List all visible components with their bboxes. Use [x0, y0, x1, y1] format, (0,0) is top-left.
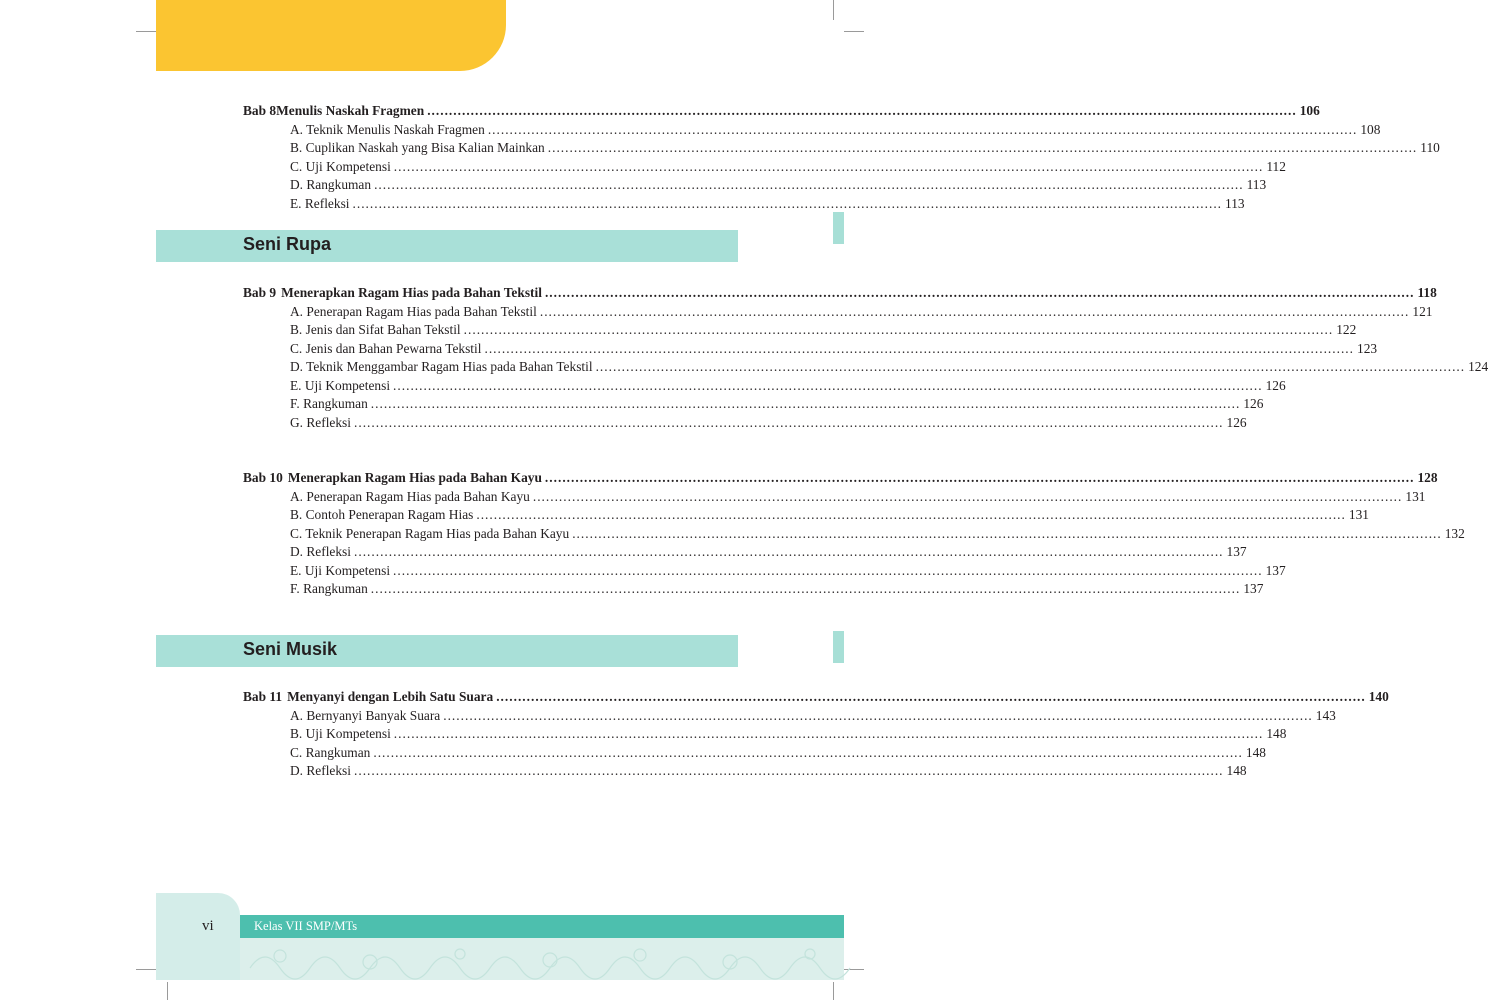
dot-leader: ........................................................................................................................................................................................................	[572, 525, 1442, 541]
toc-item[interactable]	[290, 506, 1369, 525]
toc-item-label: C. Rangkuman	[290, 744, 371, 760]
dot-leader: ........................................................................................................................................................................................................	[374, 177, 1244, 192]
toc-item-label: E. Uji Kompetensi	[290, 377, 391, 393]
dot-leader: ........................................................................................................................................................................................................	[463, 322, 1334, 337]
toc-chapter-bab-11[interactable]	[243, 688, 1389, 707]
dot-leader: ........................................................................................................................................................................................................	[393, 377, 1263, 393]
dot-leader: ........................................................................................................................................................................................................	[352, 195, 1223, 211]
footer-ornament-pattern	[240, 938, 844, 980]
toc-item[interactable]	[290, 414, 1247, 433]
crop-mark	[136, 31, 156, 32]
toc-item-label: F. Rangkuman	[290, 581, 368, 596]
toc-item-label: C. Uji Kompetensi	[290, 158, 391, 174]
toc-item-label: E. Refleksi	[290, 195, 350, 211]
toc-item[interactable]	[290, 158, 1286, 177]
toc-item-page: 131	[1405, 488, 1426, 504]
footer-band	[240, 915, 844, 980]
toc-item[interactable]	[290, 725, 1287, 744]
chapter-page: 106	[1299, 103, 1320, 118]
toc-item[interactable]	[290, 707, 1336, 726]
toc-chapter-bab-9[interactable]	[243, 284, 1437, 303]
chapter-title: Menerapkan Ragam Hias pada Bahan Tekstil	[281, 285, 542, 300]
section-header-seni-rupa	[156, 230, 738, 262]
chapter-page: 140	[1368, 689, 1389, 704]
crop-mark	[844, 31, 864, 32]
toc-item[interactable]	[290, 321, 1357, 340]
toc-item[interactable]	[290, 358, 1488, 377]
toc-item-page: 113	[1246, 177, 1267, 192]
dot-leader: ........................................................................................................................................................................................................	[539, 303, 1410, 319]
toc-item[interactable]	[290, 762, 1247, 781]
dot-leader: ........................................................................................................................................................................................................	[484, 340, 1354, 356]
toc-item[interactable]	[290, 176, 1267, 195]
toc-item-page: 126	[1265, 377, 1286, 393]
toc-item-page: 110	[1420, 140, 1440, 155]
toc-item-page: 148	[1245, 744, 1266, 760]
crop-mark	[167, 982, 168, 1000]
toc-item-page: 132	[1444, 525, 1465, 541]
chapter-number: Bab 9	[243, 285, 277, 300]
dot-leader: ........................................................................................................................................................................................................	[496, 689, 1366, 704]
toc-item-page: 143	[1315, 707, 1336, 723]
toc-item-label: A. Penerapan Ragam Hias pada Bahan Tekstil	[290, 303, 537, 319]
chapter-title: Menyanyi dengan Lebih Satu Suara	[287, 689, 494, 704]
dot-leader: ........................................................................................................................................................................................................	[547, 140, 1418, 155]
toc-item[interactable]	[290, 580, 1264, 599]
dot-leader: ........................................................................................................................................................................................................	[544, 470, 1415, 485]
toc-item-page: 122	[1336, 322, 1357, 337]
toc-item[interactable]	[290, 139, 1440, 158]
toc-item-page: 126	[1243, 396, 1264, 411]
dot-leader: ........................................................................................................................................................................................................	[427, 103, 1297, 118]
toc-item-label: B. Cuplikan Naskah yang Bisa Kalian Mainkan	[290, 140, 545, 155]
dot-leader: ........................................................................................................................................................................................................	[393, 562, 1263, 578]
toc-item-page: 121	[1412, 303, 1433, 319]
dot-leader: ........................................................................................................................................................................................................	[532, 488, 1403, 504]
toc-item-label: G. Refleksi	[290, 414, 351, 430]
toc-item-label: B. Uji Kompetensi	[290, 726, 391, 741]
chapter-number: Bab 10	[243, 470, 283, 485]
toc-item[interactable]	[290, 562, 1286, 581]
section-header-seni-musik	[156, 635, 738, 667]
dot-leader: ........................................................................................................................................................................................................	[370, 396, 1241, 411]
header-accent-tab	[156, 0, 506, 71]
footer-title-strip	[240, 915, 844, 938]
toc-item-label: A. Teknik Menulis Naskah Fragmen	[290, 121, 485, 137]
toc-item[interactable]	[290, 744, 1266, 763]
toc-item-label: D. Refleksi	[290, 763, 351, 778]
toc-chapter-bab-8[interactable]	[243, 102, 1320, 121]
toc-item[interactable]	[290, 340, 1378, 359]
dot-leader: ........................................................................................................................................................................................................	[354, 544, 1224, 559]
toc-item-label: F. Rangkuman	[290, 396, 368, 411]
toc-item-page: 124	[1468, 359, 1488, 374]
toc-item-page: 113	[1225, 195, 1245, 211]
chapter-number: Bab 8	[243, 103, 277, 118]
toc-item[interactable]	[290, 488, 1426, 507]
toc-item-page: 108	[1360, 121, 1381, 137]
toc-item-page: 123	[1357, 340, 1378, 356]
dot-leader: ........................................................................................................................................................................................................	[487, 121, 1358, 137]
dot-leader: ........................................................................................................................................................................................................	[354, 763, 1224, 778]
toc-item[interactable]	[290, 121, 1381, 140]
footer-book-label: Kelas VII SMP/MTs	[254, 919, 358, 933]
toc-item-label: A. Bernyanyi Banyak Suara	[290, 707, 441, 723]
toc-item-page: 148	[1266, 726, 1287, 741]
dot-leader: ........................................................................................................................................................................................................	[370, 581, 1241, 596]
toc-item-page: 126	[1226, 414, 1247, 430]
crop-mark	[844, 969, 864, 970]
chapter-page: 118	[1417, 285, 1437, 300]
footer-page-tab	[156, 893, 240, 980]
side-marker-tab	[833, 212, 844, 244]
toc-item-page: 148	[1226, 763, 1247, 778]
toc-item-label: B. Contoh Penerapan Ragam Hias	[290, 507, 474, 522]
chapter-title: Menulis Naskah Fragmen	[276, 103, 425, 118]
toc-item-page: 137	[1243, 581, 1264, 596]
chapter-number: Bab 11	[243, 689, 283, 704]
chapter-title: Menerapkan Ragam Hias pada Bahan Kayu	[287, 470, 542, 485]
toc-item-page: 137	[1265, 562, 1286, 578]
toc-item-label: D. Rangkuman	[290, 177, 372, 192]
dot-leader: ........................................................................................................................................................................................................	[393, 158, 1264, 174]
toc-item[interactable]	[290, 395, 1264, 414]
dot-leader: ........................................................................................................................................................................................................	[544, 285, 1415, 300]
crop-mark	[833, 0, 834, 20]
dot-leader: ........................................................................................................................................................................................................	[354, 414, 1224, 430]
toc-item-label: D. Refleksi	[290, 544, 351, 559]
dot-leader: ........................................................................................................................................................................................................	[393, 726, 1264, 741]
toc-item-label: B. Jenis dan Sifat Bahan Tekstil	[290, 322, 461, 337]
section-title: Seni Musik	[243, 639, 338, 659]
dot-leader: ........................................................................................................................................................................................................	[373, 744, 1243, 760]
dot-leader: ........................................................................................................................................................................................................	[443, 707, 1313, 723]
chapter-page: 128	[1417, 470, 1438, 485]
dot-leader: ........................................................................................................................................................................................................	[476, 507, 1346, 522]
toc-item-label: E. Uji Kompetensi	[290, 562, 391, 578]
dot-leader: ........................................................................................................................................................................................................	[595, 359, 1466, 374]
toc-item-label: C. Jenis dan Bahan Pewarna Tekstil	[290, 340, 482, 356]
toc-item-page: 137	[1226, 544, 1247, 559]
toc-item-page: 112	[1266, 158, 1286, 174]
toc-item[interactable]	[290, 525, 1465, 544]
toc-item[interactable]	[290, 303, 1433, 322]
toc-chapter-bab-10[interactable]	[243, 469, 1438, 488]
crop-mark	[833, 982, 834, 1000]
toc-item[interactable]	[290, 543, 1247, 562]
toc-item-label: D. Teknik Menggambar Ragam Hias pada Bahan Tekstil	[290, 359, 593, 374]
toc-item[interactable]	[290, 195, 1245, 214]
toc-item[interactable]	[290, 377, 1286, 396]
toc-item-label: A. Penerapan Ragam Hias pada Bahan Kayu	[290, 488, 530, 504]
side-marker-tab	[833, 631, 844, 663]
footer-page-number: vi	[202, 918, 214, 934]
section-title: Seni Rupa	[243, 234, 332, 254]
crop-mark	[136, 969, 156, 970]
toc-item-page: 131	[1348, 507, 1369, 522]
toc-item-label: C. Teknik Penerapan Ragam Hias pada Bahan Kayu	[290, 525, 570, 541]
